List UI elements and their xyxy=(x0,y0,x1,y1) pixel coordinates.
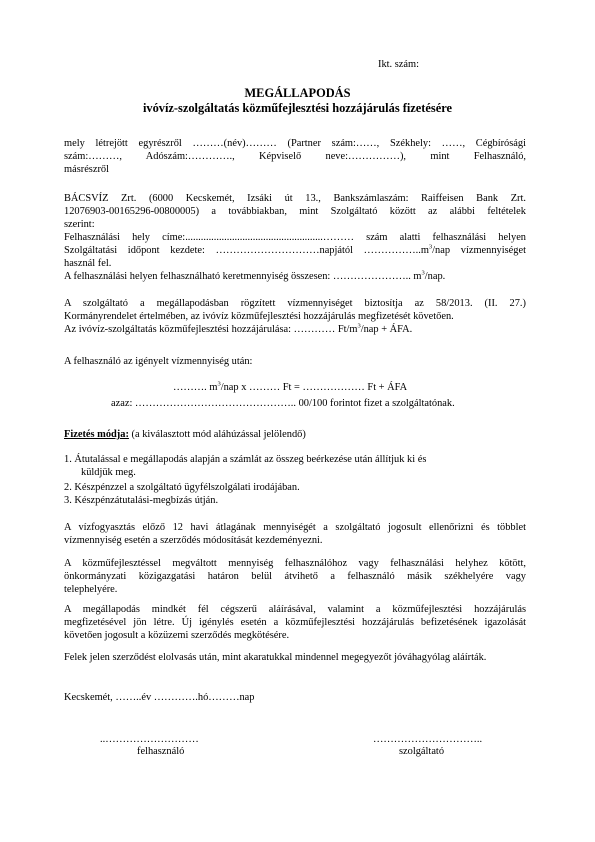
clause-consumption-check xyxy=(64,521,526,547)
fee-line: Az ivóvíz-szolgáltatás közműfejlesztési hozzájárulása: ………… $Ft/m^3$/nap + ÁFA. xyxy=(64,322,413,335)
payment-option-2: 2. Készpénzzel a szolgáltató ügyfélszolgálati irodájában. xyxy=(64,482,300,493)
parties-line: mely létrejött egyrészről ………(név)……… (Partner szám:……, Székhely: ……, Cégbírósági xyxy=(64,138,526,149)
guarantee-line: A szolgáltató a megállapodásban rögzített vízmennyiséget biztosítja az 58/2013. (II. 27.) xyxy=(64,298,526,309)
parties-line: másrészről xyxy=(64,164,110,175)
clause-line: vízmennyiség esetén a szerződés módosítását kezdeményezni. xyxy=(64,535,323,546)
signature-line-provider: ………………………….. xyxy=(373,734,483,745)
calc-amount-in-words: azaz: ……………………………………….. 00/100 forintot fizet a szolgáltatónak. xyxy=(111,398,455,409)
site-address-line: Felhasználási hely címe:.....................................................……… szám alatti felhasználási helyen xyxy=(64,232,526,243)
clause-line: A vízfogyasztás előző 12 havi átlagának mennyiségét a szolgáltató jogosult ellenőrizni és többlet xyxy=(64,522,526,533)
clause-validity xyxy=(64,603,526,642)
provider-paragraph xyxy=(64,192,526,283)
place-and-date: Kecskemét, ……..év ………….hó………nap xyxy=(64,692,255,703)
signature-line-user: ..……………………… xyxy=(100,734,199,745)
calc-formula: ………. $m^3$/nap x ……… Ft = ……………… Ft + ÁFA xyxy=(173,380,408,393)
clause-line: telephelyére. xyxy=(64,584,118,595)
document-subtitle: ivóvíz-szolgáltatás közműfejlesztési hozzájárulás fizetésére xyxy=(142,101,453,115)
provider-line: BÁCSVÍZ Zrt. (6000 Kecskemét, Izsáki út 13., Bankszámlaszám: Raiffeisen Bank Zrt. xyxy=(64,193,526,204)
allowance-line: A felhasználási helyen felhasználható keretmennyiség összesen: ………………….. $m^3$/nap. xyxy=(64,269,446,282)
parties-line: szám:………, Adószám:…………., Képviselő neve:……………), mint Felhasználó, xyxy=(64,151,526,162)
payment-option-3: 3. Készpénzátutalási-megbízás útján. xyxy=(64,495,219,506)
service-start-line: Szolgáltatási időpont kezdete: …………………………napjától $\dots\dots\dots\dots\dots..m^3$/nap vízmennyiséget xyxy=(64,243,526,256)
calc-intro: A felhasználó az igényelt vízmennyiség után: xyxy=(64,356,253,367)
provider-line: szerint: xyxy=(64,219,95,230)
guarantee-line: Kormányrendelet értelmében, az ivóvíz közműfejlesztési hozzájárulás megfizetését követően. xyxy=(64,311,454,322)
parties-paragraph xyxy=(64,137,526,176)
file-number-label: Ikt. szám: xyxy=(378,59,419,70)
payment-heading: Fizetés módja: (a kiválasztott mód aláhúzással jelölendő) xyxy=(64,429,306,440)
signature-label-user: felhasználó xyxy=(137,746,185,757)
clause-line: önkormányzati közigazgatási határon belül átvihető a felhasználó másik székhelyére vagy xyxy=(64,571,526,582)
clause-transfer xyxy=(64,557,526,596)
clause-line: követően jogosult a közüzemi szerződés megkötésére. xyxy=(64,630,290,641)
signature-label-provider: szolgáltató xyxy=(399,746,445,757)
payment-option-1-cont: küldjük meg. xyxy=(81,467,136,478)
clause-approval: Felek jelen szerződést elolvasás után, mint akaratukkal mindennel megegyezőt jóváhagyólag aláírták. xyxy=(64,652,487,663)
clause-line: megfizetésével jön létre. Új igénylés esetén a közműfejlesztési hozzájárulás befizetésének igazolását xyxy=(64,617,526,628)
provider-line: 12076903-00165296-00800005) a továbbiakban, mint Szolgáltató között az alábbi feltételek xyxy=(64,206,526,217)
clause-line: A közműfejlesztéssel megváltott mennyiség felhasználóhoz vagy felhasználási helyhez kötött, xyxy=(64,558,526,569)
guarantee-paragraph xyxy=(64,297,526,336)
service-start-line-2: használ fel. xyxy=(64,258,112,269)
document-title: MEGÁLLAPODÁS xyxy=(244,86,351,100)
clause-line: A megállapodás mindkét fél cégszerű aláírásával, valamint a közműfejlesztési hozzájárulás xyxy=(64,604,526,615)
payment-option-1: 1. Átutalással e megállapodás alapján a számlát az összeg beérkezése után állítjuk ki és xyxy=(64,454,427,465)
